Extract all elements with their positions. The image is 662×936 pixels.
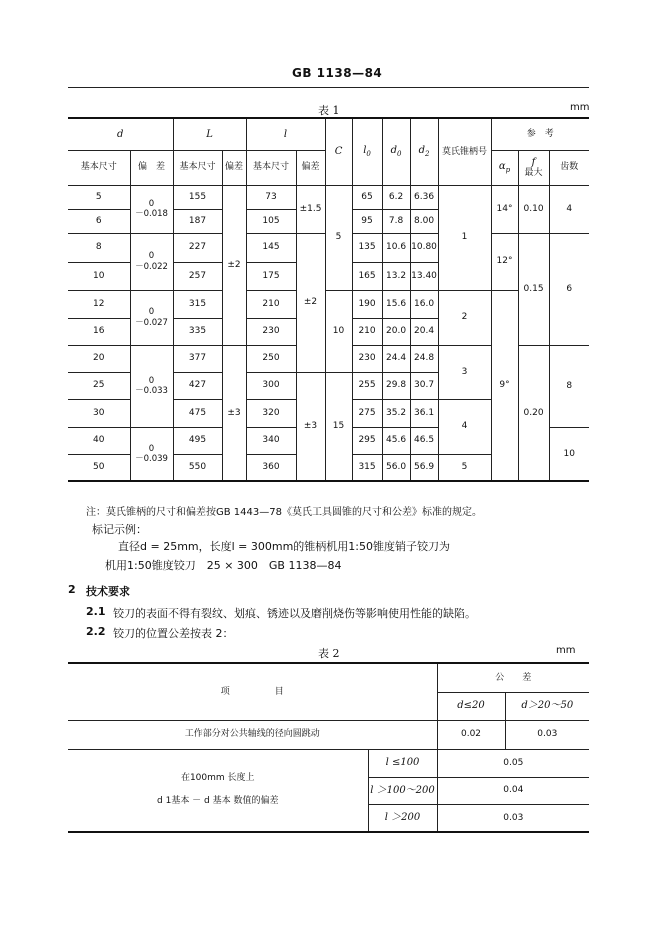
table1-caption: 表 1 — [318, 104, 340, 117]
table-cell: ±3 — [296, 372, 325, 481]
table-cell: l ＞200 — [368, 804, 437, 832]
table-cell: 7.8 — [382, 209, 410, 233]
table-cell: 8 — [68, 233, 130, 262]
table-cell: 0.04 — [437, 777, 589, 804]
table-cell: 165 — [352, 262, 382, 290]
table-cell: 0 －0.018 — [130, 185, 173, 233]
table-row — [68, 720, 589, 749]
table-cell: 4 — [438, 399, 491, 454]
table-cell: 8.00 — [410, 209, 438, 233]
table2-tol-header: 公 差 — [437, 663, 589, 692]
table-2 — [68, 662, 589, 833]
standard-number: GB 1138—84 — [292, 66, 383, 80]
table-cell: 1 — [438, 185, 491, 290]
table-cell: 24.8 — [410, 345, 438, 372]
table-cell: ±3 — [222, 345, 246, 481]
col-teeth: 齿数 — [549, 150, 589, 185]
table2-row2-item: 在100mm 长度上 d 1基本 － d 基本 数值的偏差 — [68, 749, 368, 832]
header-rule — [68, 87, 589, 88]
table-cell: 315 — [173, 290, 222, 318]
table-cell: 20 — [68, 345, 130, 372]
col-l: l — [246, 118, 325, 150]
table-cell: 135 — [352, 233, 382, 262]
table-row — [68, 185, 589, 209]
table-cell: 335 — [173, 318, 222, 345]
table-cell: 155 — [173, 185, 222, 209]
table-cell: 50 — [68, 454, 130, 481]
example-title: 标记示例： — [92, 523, 147, 536]
col-L: L — [173, 118, 246, 150]
table-cell: 230 — [352, 345, 382, 372]
table-cell: 250 — [246, 345, 296, 372]
table-cell: 175 — [246, 262, 296, 290]
table-cell: 0 －0.022 — [130, 233, 173, 290]
table-cell: 13.40 — [410, 262, 438, 290]
clause-2-2-text: 铰刀的位置公差按表 2： — [113, 627, 234, 640]
example-line1: 直径d = 25mm，长度l = 300mm的锥柄机用1:50锥度销子铰刀为 — [118, 540, 451, 553]
table-cell: 360 — [246, 454, 296, 481]
table-cell: 257 — [173, 262, 222, 290]
table-cell: 29.8 — [382, 372, 410, 399]
table-cell: 0.20 — [518, 345, 549, 481]
clause-2-1-number: 2.1 — [86, 605, 106, 618]
section-number: 2 — [68, 583, 76, 596]
table-cell: 315 — [352, 454, 382, 481]
col-C: C — [325, 118, 352, 185]
table-cell: ±1.5 — [296, 185, 325, 233]
table-cell: 36.1 — [410, 399, 438, 427]
table-cell: 45.6 — [382, 427, 410, 454]
table-cell: 377 — [173, 345, 222, 372]
table-cell: 0.10 — [518, 185, 549, 233]
table-cell: 46.5 — [410, 427, 438, 454]
col-ap: $\alpha_p$ — [491, 150, 518, 185]
table-cell: 15.6 — [382, 290, 410, 318]
table-cell: 16.0 — [410, 290, 438, 318]
table-cell: 6.2 — [382, 185, 410, 209]
table-cell: 427 — [173, 372, 222, 399]
table-cell: l ＞100～200 — [368, 777, 437, 804]
table-cell: 35.2 — [382, 399, 410, 427]
table-cell: 3 — [438, 345, 491, 399]
table-cell: ±2 — [296, 233, 325, 372]
table-cell: 56.0 — [382, 454, 410, 481]
table-cell: 14° — [491, 185, 518, 233]
table-cell: 2 — [438, 290, 491, 345]
table2-caption: 表 2 — [318, 647, 340, 660]
table-cell: 12° — [491, 233, 518, 290]
table-cell: 255 — [352, 372, 382, 399]
table-cell: 227 — [173, 233, 222, 262]
table-1 — [68, 117, 589, 482]
col-nominal-L: 基本尺寸 — [173, 150, 222, 185]
table-cell: 0 －0.033 — [130, 345, 173, 427]
table-cell: 187 — [173, 209, 222, 233]
table-cell: 30 — [68, 399, 130, 427]
table-cell: 65 — [352, 185, 382, 209]
table2-col-d-le20: d≤20 — [437, 692, 505, 720]
section-title: 技术要求 — [86, 585, 130, 598]
table-row — [68, 290, 589, 318]
table-cell: 95 — [352, 209, 382, 233]
table-cell: 230 — [246, 318, 296, 345]
table1-unit: mm — [570, 102, 590, 113]
table-cell: 12 — [68, 290, 130, 318]
col-ref: 参 考 — [491, 118, 589, 150]
table2-unit: mm — [556, 645, 576, 656]
table-cell: 6.36 — [410, 185, 438, 209]
table-cell: 40 — [68, 427, 130, 454]
table-cell: 0.05 — [437, 749, 589, 777]
example-line2: 机用1:50锥度铰刀 25 × 300 GB 1138—84 — [105, 559, 342, 572]
table-cell: 15 — [325, 372, 352, 481]
col-d: d — [68, 118, 173, 150]
col-nominal-d: 基本尺寸 — [68, 150, 130, 185]
clause-2-1-text: 铰刀的表面不得有裂纹、划痕、锈迹以及磨削烧伤等影响使用性能的缺陷。 — [113, 607, 476, 620]
table-cell: 24.4 — [382, 345, 410, 372]
table-cell: 73 — [246, 185, 296, 209]
table-cell: 10.80 — [410, 233, 438, 262]
table-cell: 工作部分对公共轴线的径向圆跳动 — [68, 720, 437, 749]
table-cell: 6 — [68, 209, 130, 233]
table-cell: 145 — [246, 233, 296, 262]
col-d2: $d_2$ — [410, 118, 438, 185]
table2-item-header: 项 目 — [68, 663, 437, 720]
table-cell: 6 — [549, 233, 589, 345]
table-cell: 20.0 — [382, 318, 410, 345]
table-cell: 210 — [246, 290, 296, 318]
table-cell: 0 －0.039 — [130, 427, 173, 481]
table1-note: 注：莫氏锥柄的尺寸和偏差按GB 1443—78《莫氏工具圆锥的尺寸和公差》标准的规定。 — [86, 507, 482, 518]
table-cell: 13.2 — [382, 262, 410, 290]
col-nominal-l: 基本尺寸 — [246, 150, 296, 185]
table-cell: 5 — [325, 185, 352, 290]
table-cell: 25 — [68, 372, 130, 399]
col-l0: $l_0$ — [352, 118, 382, 185]
col-morse: 莫氏锥柄号 — [438, 118, 491, 185]
col-dev-l: 偏差 — [296, 150, 325, 185]
col-dev-d: 偏 差 — [130, 150, 173, 185]
table-cell: 320 — [246, 399, 296, 427]
table-cell: 5 — [438, 454, 491, 481]
table-cell: 475 — [173, 399, 222, 427]
table-cell: 300 — [246, 372, 296, 399]
table-cell: 495 — [173, 427, 222, 454]
table-cell: 9° — [491, 290, 518, 481]
table-cell: 4 — [549, 185, 589, 233]
table-cell: 10 — [325, 290, 352, 372]
table-cell: 56.9 — [410, 454, 438, 481]
table-cell: 550 — [173, 454, 222, 481]
table-cell: 190 — [352, 290, 382, 318]
table-cell: 10.6 — [382, 233, 410, 262]
col-dev-L: 偏差 — [222, 150, 246, 185]
table-cell: 5 — [68, 185, 130, 209]
table-row — [68, 749, 589, 777]
table-cell: 8 — [549, 345, 589, 427]
col-d0: $d_0$ — [382, 118, 410, 185]
table-cell: 0.03 — [505, 720, 589, 749]
table-cell: 20.4 — [410, 318, 438, 345]
table-cell: 295 — [352, 427, 382, 454]
table-cell: 340 — [246, 427, 296, 454]
table2-col-d-20-50: d＞20～50 — [505, 692, 589, 720]
table-cell: 10 — [549, 427, 589, 481]
col-f: f 最大 — [518, 150, 549, 185]
table-cell: 0.03 — [437, 804, 589, 832]
table-cell: 0.02 — [437, 720, 505, 749]
table-cell: l ≤100 — [368, 749, 437, 777]
table-cell: 105 — [246, 209, 296, 233]
table-cell: 10 — [68, 262, 130, 290]
table-cell: 16 — [68, 318, 130, 345]
table-cell: ±2 — [222, 185, 246, 345]
table-cell: 0.15 — [518, 233, 549, 345]
table-cell: 0 －0.027 — [130, 290, 173, 345]
table-cell: 275 — [352, 399, 382, 427]
clause-2-2-number: 2.2 — [86, 625, 106, 638]
table-cell: 210 — [352, 318, 382, 345]
table-cell: 30.7 — [410, 372, 438, 399]
